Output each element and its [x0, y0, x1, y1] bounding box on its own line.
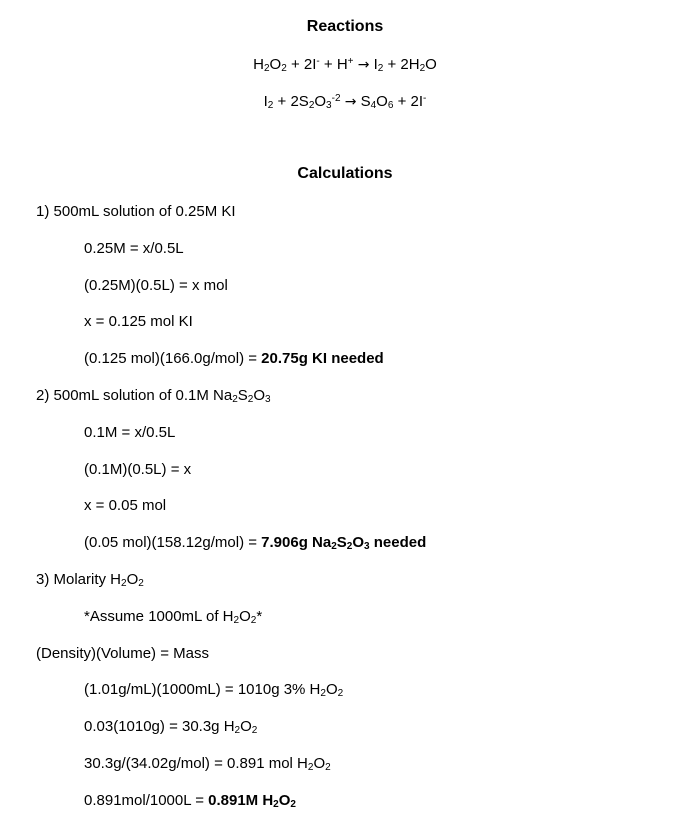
- calculation-line: 1) 500mL solution of 0.25M KI: [36, 203, 236, 220]
- calculation-line: 0.03(1010g) = 30.3g $H_2O_2$: [84, 718, 258, 736]
- calculation-line: 3) Molarity $H_2O_2$: [36, 571, 144, 589]
- calculation-line: x = 0.125 mol KI: [84, 313, 193, 330]
- calculation-line: (Density)(Volume) = Mass: [36, 645, 209, 662]
- calculation-line: 0.1M = x/0.5L: [84, 424, 176, 441]
- reactions-heading: Reactions: [306, 18, 384, 35]
- calculation-line: (0.1M)(0.5L) = x: [84, 461, 192, 478]
- reaction-equation-2: $I_2 + 2S_2O_3^{-2} \to S_4O_6 + 2I^-$: [263, 93, 427, 111]
- calculation-line: x = 0.05 mol: [84, 497, 167, 514]
- calculations-heading: Calculations: [297, 165, 393, 182]
- calculation-line: 30.3g/(34.02g/mol) = 0.891 mol $H_2O_2$: [84, 755, 331, 773]
- calculation-line: 0.25M = x/0.5L: [84, 240, 184, 257]
- calculation-line: (0.25M)(0.5L) = x mol: [84, 277, 228, 294]
- calculation-line: 0.891mol/1000L = 0.891M $H_2O_2$: [84, 792, 296, 810]
- calculation-line: (0.125 mol)(166.0g/mol) = 20.75g KI needed: [84, 350, 384, 367]
- reaction-equation-1: $H_2O_2 + 2I^- + H^+ \to I_2 + 2H_2O$: [253, 56, 437, 74]
- calculation-line: 2) 500mL solution of 0.1M $Na_2S_2O_3$: [36, 387, 271, 405]
- calculation-line: *Assume 1000mL of $H_2O_2*$: [84, 608, 263, 626]
- calculation-line: (0.05 mol)(158.12g/mol) = 7.906g $Na_2S_2O_3$ needed: [84, 534, 427, 552]
- calculation-line: (1.01g/mL)(1000mL) = 1010g 3% $H_2O_2$: [84, 681, 344, 699]
